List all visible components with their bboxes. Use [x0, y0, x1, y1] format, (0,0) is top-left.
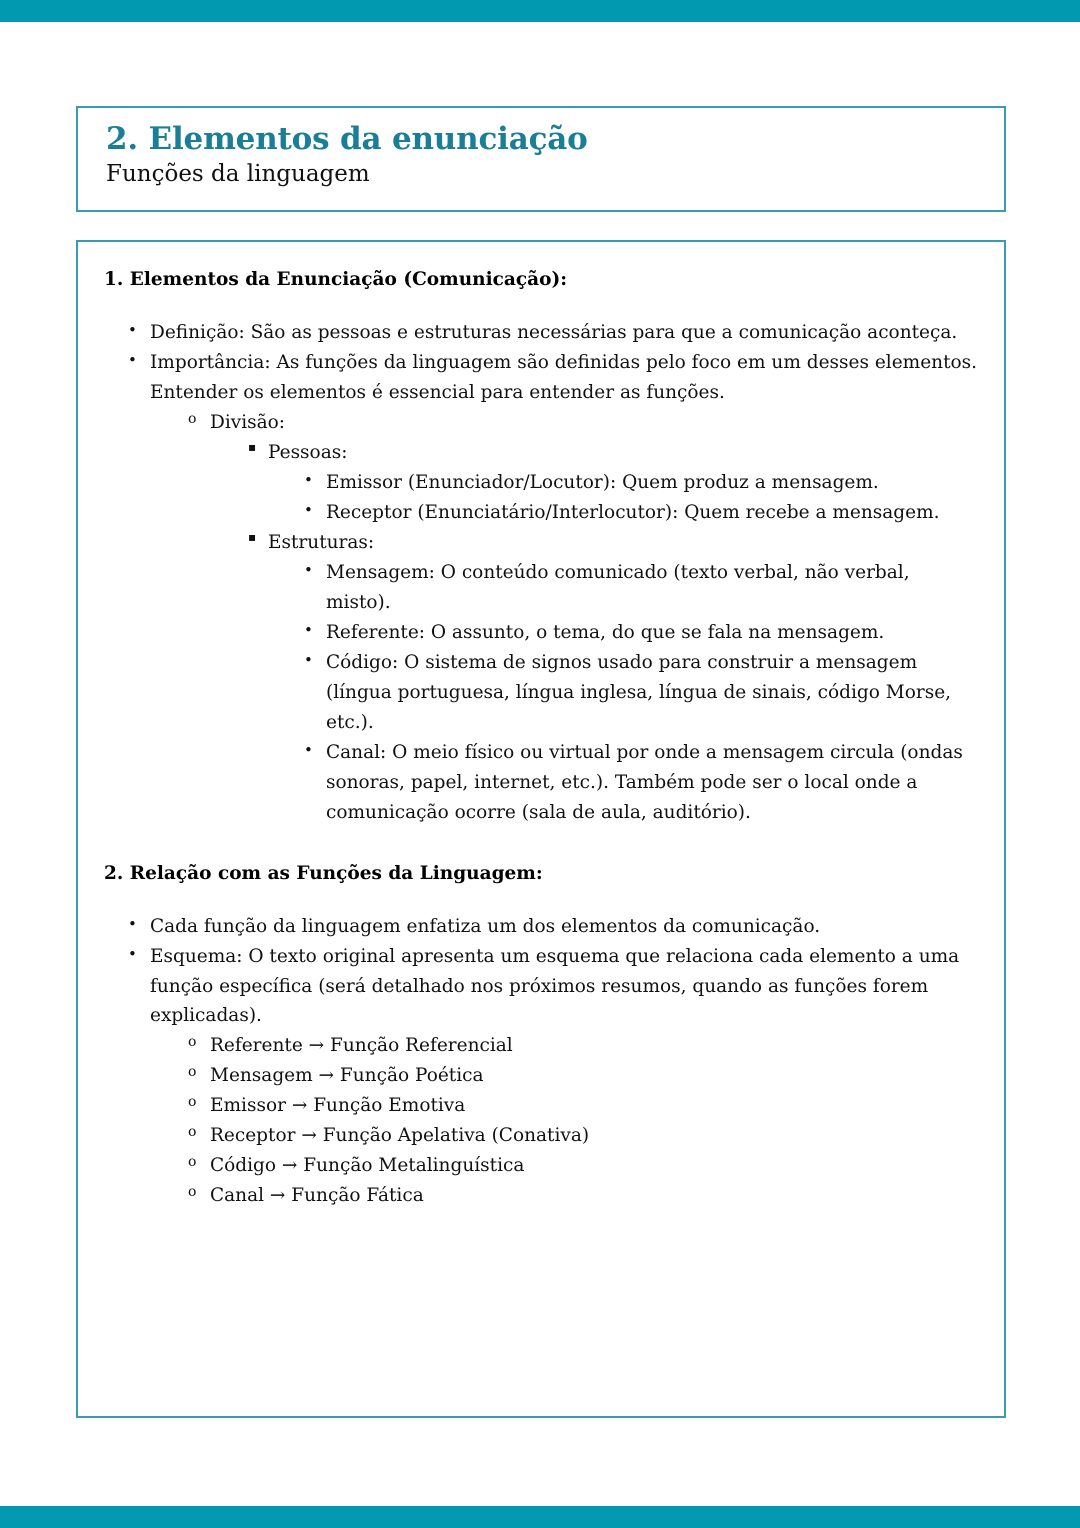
group-label: Estruturas:	[268, 531, 375, 553]
mapping-text: Mensagem → Função Poética	[210, 1065, 484, 1087]
list-item-text: Canal: O meio físico ou virtual por onde a mensagem circula (ondas sonoras, papel, internet, etc.). Também pode ser o local onde a comunicação ocorre (sala de aula, auditório).	[326, 741, 963, 823]
circle-bullet-icon: o	[188, 1034, 197, 1051]
list-item-text: Definição: São as pessoas e estruturas necessárias para que a comunicação aconteça.	[150, 322, 958, 344]
disc-bullet-icon: •	[304, 500, 313, 519]
disc-bullet-icon: •	[128, 321, 137, 340]
disc-bullet-icon: •	[304, 620, 313, 639]
list-item	[304, 648, 978, 738]
list-item-text: Emissor (Enunciador/Locutor): Quem produz a mensagem.	[326, 471, 879, 493]
disc-bullet-icon: •	[304, 470, 313, 489]
list-item-text: Código: O sistema de signos usado para construir a mensagem (língua portuguesa, língua inglesa, língua de sinais, código Morse, etc.).	[326, 651, 952, 733]
list-item	[304, 618, 978, 648]
mapping-text: Código → Função Metalinguística	[210, 1155, 525, 1177]
list-item-text: Mensagem: O conteúdo comunicado (texto verbal, não verbal, misto).	[326, 561, 910, 613]
mapping-text: Canal → Função Fática	[210, 1185, 424, 1207]
list-item-text: Importância: As funções da linguagem são definidas pelo foco em um desses elementos. Entender os elementos é essencial para entender as funções.	[150, 352, 978, 403]
list-item	[188, 1091, 978, 1121]
disc-bullet-icon: •	[128, 914, 137, 933]
disc-bullet-icon: •	[128, 944, 137, 963]
square-bullet-icon: ▪	[248, 439, 257, 454]
list-item-text: Referente: O assunto, o tema, do que se fala na mensagem.	[326, 621, 885, 643]
list-item	[304, 738, 978, 828]
mapping-text: Emissor → Função Emotiva	[210, 1095, 466, 1117]
element-function-mapping-list	[188, 1031, 978, 1211]
circle-bullet-icon: o	[188, 1154, 197, 1171]
header-card	[76, 106, 1006, 212]
disc-bullet-icon: •	[128, 351, 137, 370]
section-heading-1: 1. Elementos da Enunciação (Comunicação):	[104, 269, 568, 290]
list-item-text: Divisão:	[210, 411, 286, 433]
group-label: Pessoas:	[268, 441, 348, 463]
list-item-text: Cada função da linguagem enfatiza um dos elementos da comunicação.	[150, 915, 821, 937]
divisao-list	[188, 408, 978, 828]
circle-bullet-icon: o	[188, 1184, 197, 1201]
estruturas-item-list	[304, 558, 978, 828]
list-item	[188, 408, 978, 828]
section-2-bullet-list	[128, 912, 978, 1212]
disc-bullet-icon: •	[304, 740, 313, 759]
divisao-group-list	[248, 438, 978, 828]
list-item	[188, 1121, 978, 1151]
section-heading-2: 2. Relação com as Funções da Linguagem:	[104, 862, 543, 884]
disc-bullet-icon: •	[304, 650, 313, 669]
circle-bullet-icon: o	[188, 1094, 197, 1111]
top-accent-bar	[0, 0, 1080, 22]
circle-bullet-icon: o	[188, 410, 197, 427]
list-item-text: Esquema: O texto original apresenta um esquema que relaciona cada elemento a uma função específica (será detalhado nos próximos resumos, quando as funções forem explicadas).	[150, 945, 960, 1027]
square-bullet-icon: ▪	[248, 529, 257, 544]
list-item	[304, 468, 978, 498]
list-item	[304, 498, 978, 528]
list-item	[304, 558, 978, 618]
list-item	[128, 912, 978, 942]
list-item	[128, 318, 978, 348]
section-1-bullet-list	[128, 318, 978, 827]
bottom-accent-bar	[0, 1506, 1080, 1528]
list-item	[248, 528, 978, 828]
list-item-text: Receptor (Enunciatário/Interlocutor): Quem recebe a mensagem.	[326, 501, 940, 523]
mapping-text: Referente → Função Referencial	[210, 1035, 513, 1057]
list-item	[188, 1061, 978, 1091]
list-item	[128, 348, 978, 828]
page-subtitle: Funções da linguagem	[106, 160, 370, 187]
circle-bullet-icon: o	[188, 1124, 197, 1141]
list-item	[248, 438, 978, 528]
list-item	[128, 942, 978, 1212]
list-item	[188, 1031, 978, 1061]
body-card	[76, 240, 1006, 1418]
list-item	[188, 1181, 978, 1211]
circle-bullet-icon: o	[188, 1064, 197, 1081]
page-title: 2. Elementos da enunciação	[106, 121, 588, 157]
pessoas-item-list	[304, 468, 978, 528]
list-item	[188, 1151, 978, 1181]
disc-bullet-icon: •	[304, 560, 313, 579]
mapping-text: Receptor → Função Apelativa (Conativa)	[210, 1125, 590, 1147]
